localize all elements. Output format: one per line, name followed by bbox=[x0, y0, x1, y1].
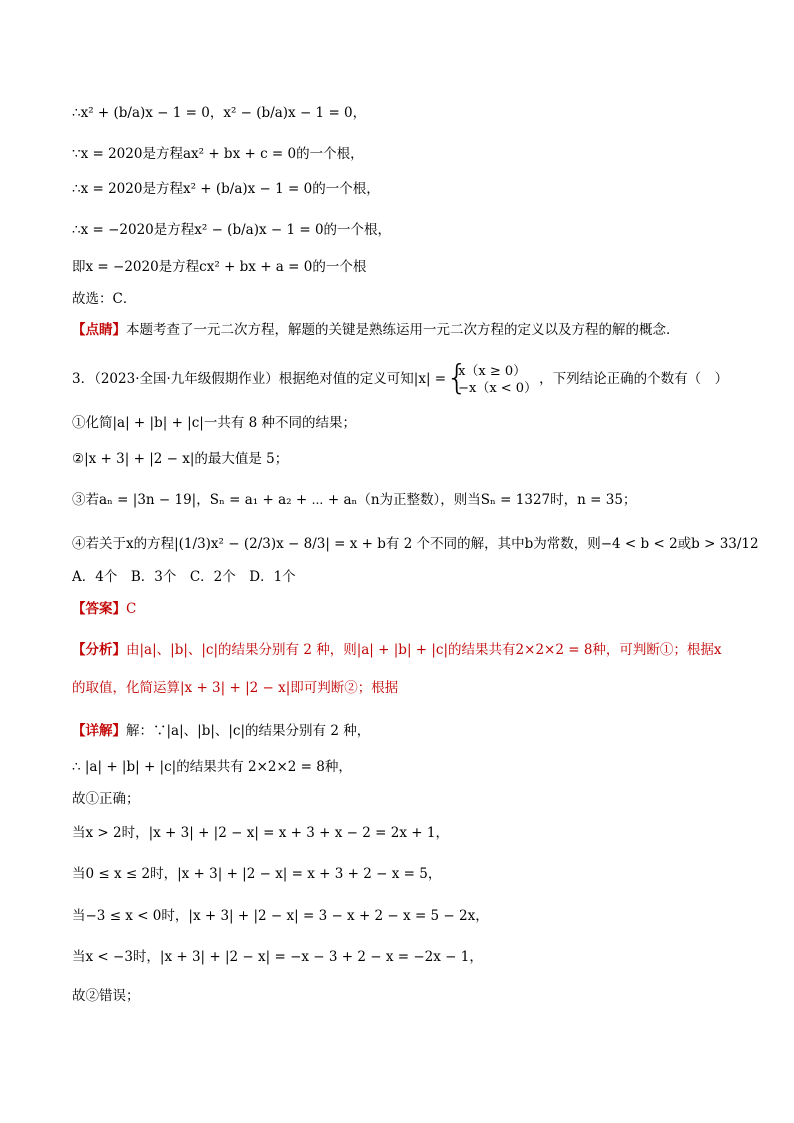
detail-line: 当x < −3时，|x + 3| + |2 − x| = −x − 3 + 2 − x = −2x − 1， bbox=[72, 949, 483, 965]
analysis-text-1: 由|a|、|b|、|c|的结果分别有 2 种，则|a| + |b| + |c|的结果共有2×2×2 = 8种，可判断①；根据x bbox=[126, 642, 722, 658]
analysis-line-2: 的取值，化简运算|x + 3| + |2 − x|即可判断②；根据 bbox=[72, 680, 399, 696]
detail-line: ∴ |a| + |b| + |c|的结果共有 2×2×2 = 8种， bbox=[72, 759, 352, 775]
question-suffix: ，下列结论正确的个数有（ ） bbox=[539, 371, 729, 387]
detail-line: 当0 ≤ x ≤ 2时，|x + 3| + |2 − x| = x + 3 + 2 − x = 5， bbox=[72, 866, 442, 882]
solution-line: ∴x = 2020是方程x² + (b/a)x − 1 = 0的一个根， bbox=[72, 181, 380, 197]
case-positive: { x（x ≥ 0） bbox=[458, 363, 527, 379]
solution-line: ∴x² + (b/a)x − 1 = 0，x² − (b/a)x − 1 = 0， bbox=[72, 105, 367, 121]
dianjing-label: 【点睛】 bbox=[72, 322, 126, 338]
solution-line: ∴x = −2020是方程x² − (b/a)x − 1 = 0的一个根， bbox=[72, 222, 392, 238]
solution-line: ∵x = 2020是方程ax² + bx + c = 0的一个根， bbox=[72, 146, 364, 162]
solution-line: 即x = −2020是方程cx² + bx + a = 0的一个根 bbox=[72, 259, 367, 275]
dianjing-note bbox=[72, 321, 732, 339]
detail-first: 解：∵|a|、|b|、|c|的结果分别有 2 种， bbox=[126, 723, 371, 739]
answer-label: 【答案】 bbox=[72, 601, 126, 617]
statement-3: ③若aₙ = |3n − 19|，Sₙ = a₁ + a₂ + ⋯ + aₙ（n为正整数），则当Sₙ = 1327时，n = 35； bbox=[72, 492, 637, 508]
analysis-line-1 bbox=[72, 641, 732, 659]
abs-definition-cases bbox=[448, 363, 537, 397]
statement-4: ④若关于x的方程|(1/3)x² − (2/3)x − 8/3| = x + b有 2 个不同的解，其中b为常数，则−4 < b < 2或b > 33/12 bbox=[72, 536, 759, 552]
detail-line: 故①正确； bbox=[72, 791, 140, 807]
detail-line: 故②错误； bbox=[72, 988, 140, 1004]
answer-line bbox=[72, 600, 732, 618]
detail-label: 【详解】 bbox=[72, 723, 126, 739]
choice-line: 故选：C． bbox=[72, 291, 137, 307]
question-stem bbox=[72, 362, 732, 397]
analysis-label: 【分析】 bbox=[72, 642, 126, 658]
detail-line-1 bbox=[72, 722, 732, 740]
statement-2: ②|x + 3| + |2 − x|的最大值是 5； bbox=[72, 451, 289, 467]
question-prefix: 3．（2023·全国·九年级假期作业）根据绝对值的定义可知|x| = bbox=[72, 371, 447, 387]
detail-line: 当−3 ≤ x < 0时，|x + 3| + |2 − x| = 3 − x + 2 − x = 5 − 2x， bbox=[72, 908, 489, 924]
answer-options: A．4个 B．3个 C．2个 D．1个 bbox=[72, 569, 296, 585]
statement-1: ①化简|a| + |b| + |c|一共有 8 种不同的结果； bbox=[72, 415, 357, 431]
case-negative: −x（x < 0） bbox=[458, 380, 538, 396]
detail-line: 当x > 2时，|x + 3| + |2 − x| = x + 3 + x − 2 = 2x + 1， bbox=[72, 825, 449, 841]
answer-value: C bbox=[126, 601, 137, 617]
dianjing-text: 本题考查了一元二次方程，解题的关键是熟练运用一元二次方程的定义以及方程的解的概念． bbox=[126, 322, 680, 338]
